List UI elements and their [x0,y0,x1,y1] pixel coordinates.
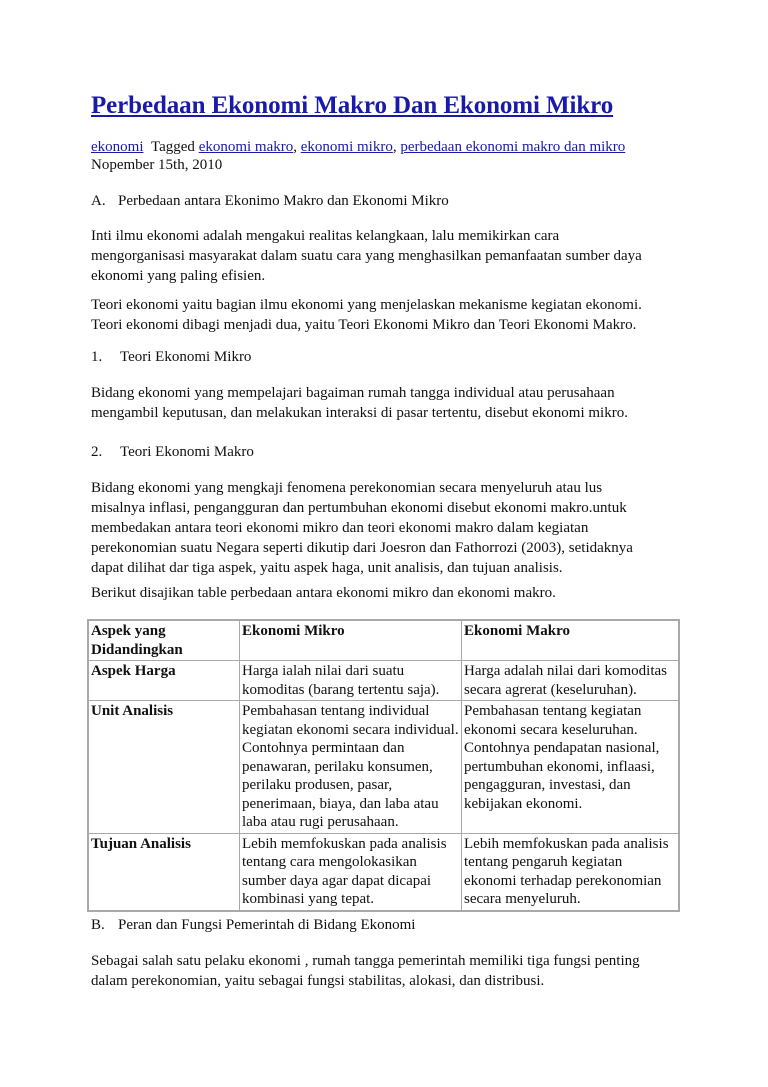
tagged-label: Tagged [151,139,195,155]
section-a-heading: A. Perbedaan antara Ekonimo Makro dan Ekonomi Mikro [91,193,449,209]
section-1-heading: 1. Teori Ekonomi Mikro [91,349,252,365]
table-row: Aspek Harga Harga ialah nilai dari suatu komoditas (barang tertentu saja). Harga adalah nilai dari komoditas secara agrerat (keseluruhan). [88,661,679,701]
section-b-heading: B. Peran dan Fungsi Pemerintah di Bidang Ekonomi [91,917,416,933]
tag-link-ekonomi-makro[interactable]: ekonomi makro [198,139,294,155]
section-b-paragraph: Sebagai salah satu pelaku ekonomi , rumah tangga pemerintah memiliki tiga fungsi penting dalam perekonomian, yaitu sebagai fungsi stabilitas, alokasi, dan distribusi. [91,953,640,989]
tag-link-perbedaan[interactable]: perbedaan ekonomi makro dan mikro [400,139,626,155]
mikro-paragraph: Bidang ekonomi yang mempelajari bagaiman rumah tangga individual atau perusahaan mengambil keputusan, dan melakukan interaksi di pasar tertentu, disebut ekonomi mikro. [91,385,628,421]
table-row: Tujuan Analisis Lebih memfokuskan pada analisis tentang cara mengolokasikan sumber daya agar dapat dicapai kombinasi yang tepat. Lebih memfokuskan pada analisis tentang pengaruh kegiatan ekonomi terhadap perekonomian secara menyeluruh. [88,833,679,911]
teori-paragraph: Teori ekonomi yaitu bagian ilmu ekonomi yang menjelaskan mekanisme kegiatan ekonomi. Teori ekonomi dibagi menjadi dua, yaitu Teori Ekonomi Mikro dan Teori Ekonomi Makro. [91,297,642,333]
tag-link-ekonomi-mikro[interactable]: ekonomi mikro [300,139,393,155]
header-mikro: Ekonomi Mikro [240,620,462,661]
table-row: Unit Analisis Pembahasan tentang individual kegiatan ekonomi secara individual. Contohnya permintaan dan penawaran, perilaku konsumen, perilaku produsen, pasar, penerimaan, biaya, dan laba atau laba atau rugi perusahaan. Pembahasan tentang kegiatan ekonomi secara keseluruhan. Contohnya pendapatan nasional, pertumbuhan ekonomi, inflaasi, pengagguran, investasi, dan kebijakan ekonomi. [88,701,679,834]
category-link[interactable]: ekonomi [91,139,144,155]
header-makro: Ekonomi Makro [462,620,680,661]
makro-paragraph: Bidang ekonomi yang mengkaji fenomena perekonomian secara menyeluruh atau lus misalnya inflasi, pengangguran dan pertumbuhan ekonomi disebut ekonomi makro.untuk membedakan antara teori ekonomi mikro dan teori ekonomi makro dalam kegiatan perekonomian suatu Negara seperti dikutip dari Joesron dan Fathorrozi (2003), setidaknya dapat dilihat dar tiga aspek, yaitu aspek haga, unit analisis, dan tujuan analisis. [91,480,633,576]
table-header-row [88,620,679,661]
table-intro: Berikut disajikan table perbedaan antara ekonomi mikro dan ekonomi makro. [91,585,556,601]
section-2-heading: 2. Teori Ekonomi Makro [91,444,254,460]
post-title-link[interactable]: Perbedaan Ekonomi Makro Dan Ekonomi Mikro [91,92,614,119]
comparison-table [87,619,680,912]
post-meta: ekonomi Tagged ekonomi makro, ekonomi mikro, perbedaan ekonomi makro dan mikro Nopember 15th, 2010 [91,139,626,173]
post-date: Nopember 15th, 2010 [91,157,223,173]
header-aspect: Aspek yang Didandingkan [88,620,240,661]
intro-paragraph: Inti ilmu ekonomi adalah mengakui realitas kelangkaan, lalu memikirkan cara mengorganisasi masyarakat dalam suatu cara yang menghasilkan pemanfaatan sumber daya ekonomi yang paling efisien. [91,228,642,284]
